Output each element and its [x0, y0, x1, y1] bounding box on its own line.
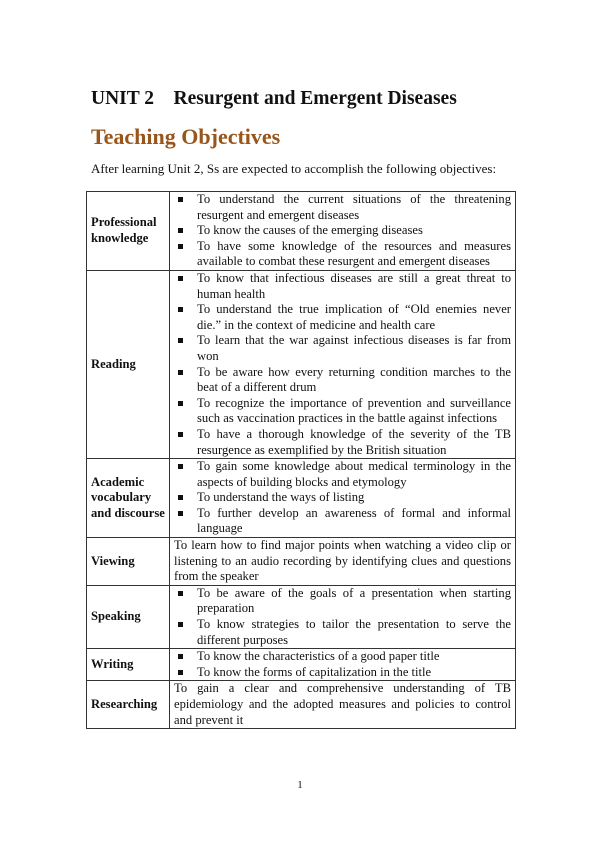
square-bullet-icon	[178, 654, 183, 659]
objective-item-text: To recognize the importance of prevention and surveillance such as vaccination practices in the battle against infections	[197, 395, 511, 426]
square-bullet-icon	[178, 495, 183, 500]
objective-item	[174, 239, 511, 270]
objective-item-text: To understand the true implication of “Old enemies never die.” in the context of medicine and health care	[197, 302, 511, 332]
objective-list	[174, 271, 511, 458]
objective-item	[174, 649, 511, 665]
objective-row	[87, 538, 516, 586]
objective-content	[170, 681, 516, 729]
section-heading: Teaching Objectives	[91, 124, 281, 149]
objective-category: Professional knowledge	[87, 192, 170, 271]
objective-item	[174, 427, 511, 458]
objective-item-text: To be aware of the goals of a presentation when starting preparation	[197, 585, 511, 616]
objectives-table	[86, 191, 516, 729]
objective-item	[174, 223, 511, 239]
square-bullet-icon	[178, 591, 183, 596]
objective-row	[87, 459, 516, 538]
objective-row	[87, 192, 516, 271]
square-bullet-icon	[178, 276, 183, 281]
objective-item-text: To know the forms of capitalization in the title	[197, 664, 432, 679]
objective-category: Speaking	[87, 585, 170, 648]
objective-content	[170, 459, 516, 538]
square-bullet-icon	[178, 197, 183, 202]
objective-list	[174, 192, 511, 270]
objective-category: Reading	[87, 270, 170, 458]
objective-content	[170, 192, 516, 271]
square-bullet-icon	[178, 432, 183, 437]
objective-category: Viewing	[87, 538, 170, 586]
square-bullet-icon	[178, 370, 183, 375]
objective-item	[174, 617, 511, 648]
objective-item	[174, 665, 511, 681]
square-bullet-icon	[178, 670, 183, 675]
objective-category: Researching	[87, 681, 170, 729]
page-number: 1	[297, 779, 303, 791]
objective-item-text: To gain some knowledge about medical terminology in the aspects of building blocks and etymology	[197, 459, 511, 489]
objective-item-text: To know the causes of the emerging diseases	[197, 223, 423, 238]
objective-row	[87, 585, 516, 648]
objective-list	[174, 459, 511, 537]
objectives-table-body	[87, 192, 516, 729]
objective-item-text: To have a thorough knowledge of the severity of the TB resurgence as exemplified by the British situation	[197, 426, 511, 457]
objective-text: To learn how to find major points when watching a video clip or listening to an audio recording by identifying clues and questions from the speaker	[174, 538, 511, 584]
objective-item	[174, 365, 511, 396]
objective-item	[174, 396, 511, 427]
objective-content	[170, 270, 516, 458]
objective-item-text: To know that infectious diseases are still a great threat to human health	[197, 270, 511, 301]
objective-item-text: To learn that the war against infectious diseases is far from won	[197, 333, 511, 363]
objective-item	[174, 459, 511, 490]
objective-item-text: To know strategies to tailor the presentation to serve the different purposes	[197, 617, 511, 647]
objective-row	[87, 649, 516, 681]
objective-item-text: To further develop an awareness of formal and informal language	[197, 505, 511, 536]
square-bullet-icon	[178, 307, 183, 312]
objective-item-text: To understand the ways of listing	[197, 490, 365, 505]
objective-content	[170, 585, 516, 648]
objective-item	[174, 333, 511, 364]
unit-title: UNIT 2 Resurgent and Emergent Diseases	[91, 88, 457, 109]
objective-list	[174, 586, 511, 648]
square-bullet-icon	[178, 622, 183, 627]
intro-text: After learning Unit 2, Ss are expected to accomplish the following objectives:	[91, 161, 497, 176]
objective-item	[174, 302, 511, 333]
objective-row	[87, 681, 516, 729]
objective-item	[174, 506, 511, 537]
objective-category: Writing	[87, 649, 170, 681]
objective-row	[87, 270, 516, 458]
square-bullet-icon	[178, 244, 183, 249]
objective-item	[174, 192, 511, 223]
objective-item-text: To know the characteristics of a good paper title	[197, 649, 440, 664]
square-bullet-icon	[178, 511, 183, 516]
objective-content	[170, 538, 516, 586]
objective-item-text: To understand the current situations of the threatening resurgent and emergent diseases	[197, 192, 511, 222]
objective-list	[174, 649, 511, 680]
objective-item-text: To have some knowledge of the resources and measures available to combat these resurgent and emergent diseases	[197, 238, 511, 269]
objective-content	[170, 649, 516, 681]
objective-item	[174, 586, 511, 617]
square-bullet-icon	[178, 401, 183, 406]
objective-item	[174, 271, 511, 302]
objective-item	[174, 490, 511, 506]
square-bullet-icon	[178, 338, 183, 343]
objective-item-text: To be aware how every returning condition marches to the beat of a different drum	[197, 364, 511, 395]
square-bullet-icon	[178, 228, 183, 233]
objective-text: To gain a clear and comprehensive understanding of TB epidemiology and the adopted measures and policies to control and prevent it	[174, 681, 511, 727]
objective-category: Academic vocabulary and discourse	[87, 459, 170, 538]
square-bullet-icon	[178, 464, 183, 469]
